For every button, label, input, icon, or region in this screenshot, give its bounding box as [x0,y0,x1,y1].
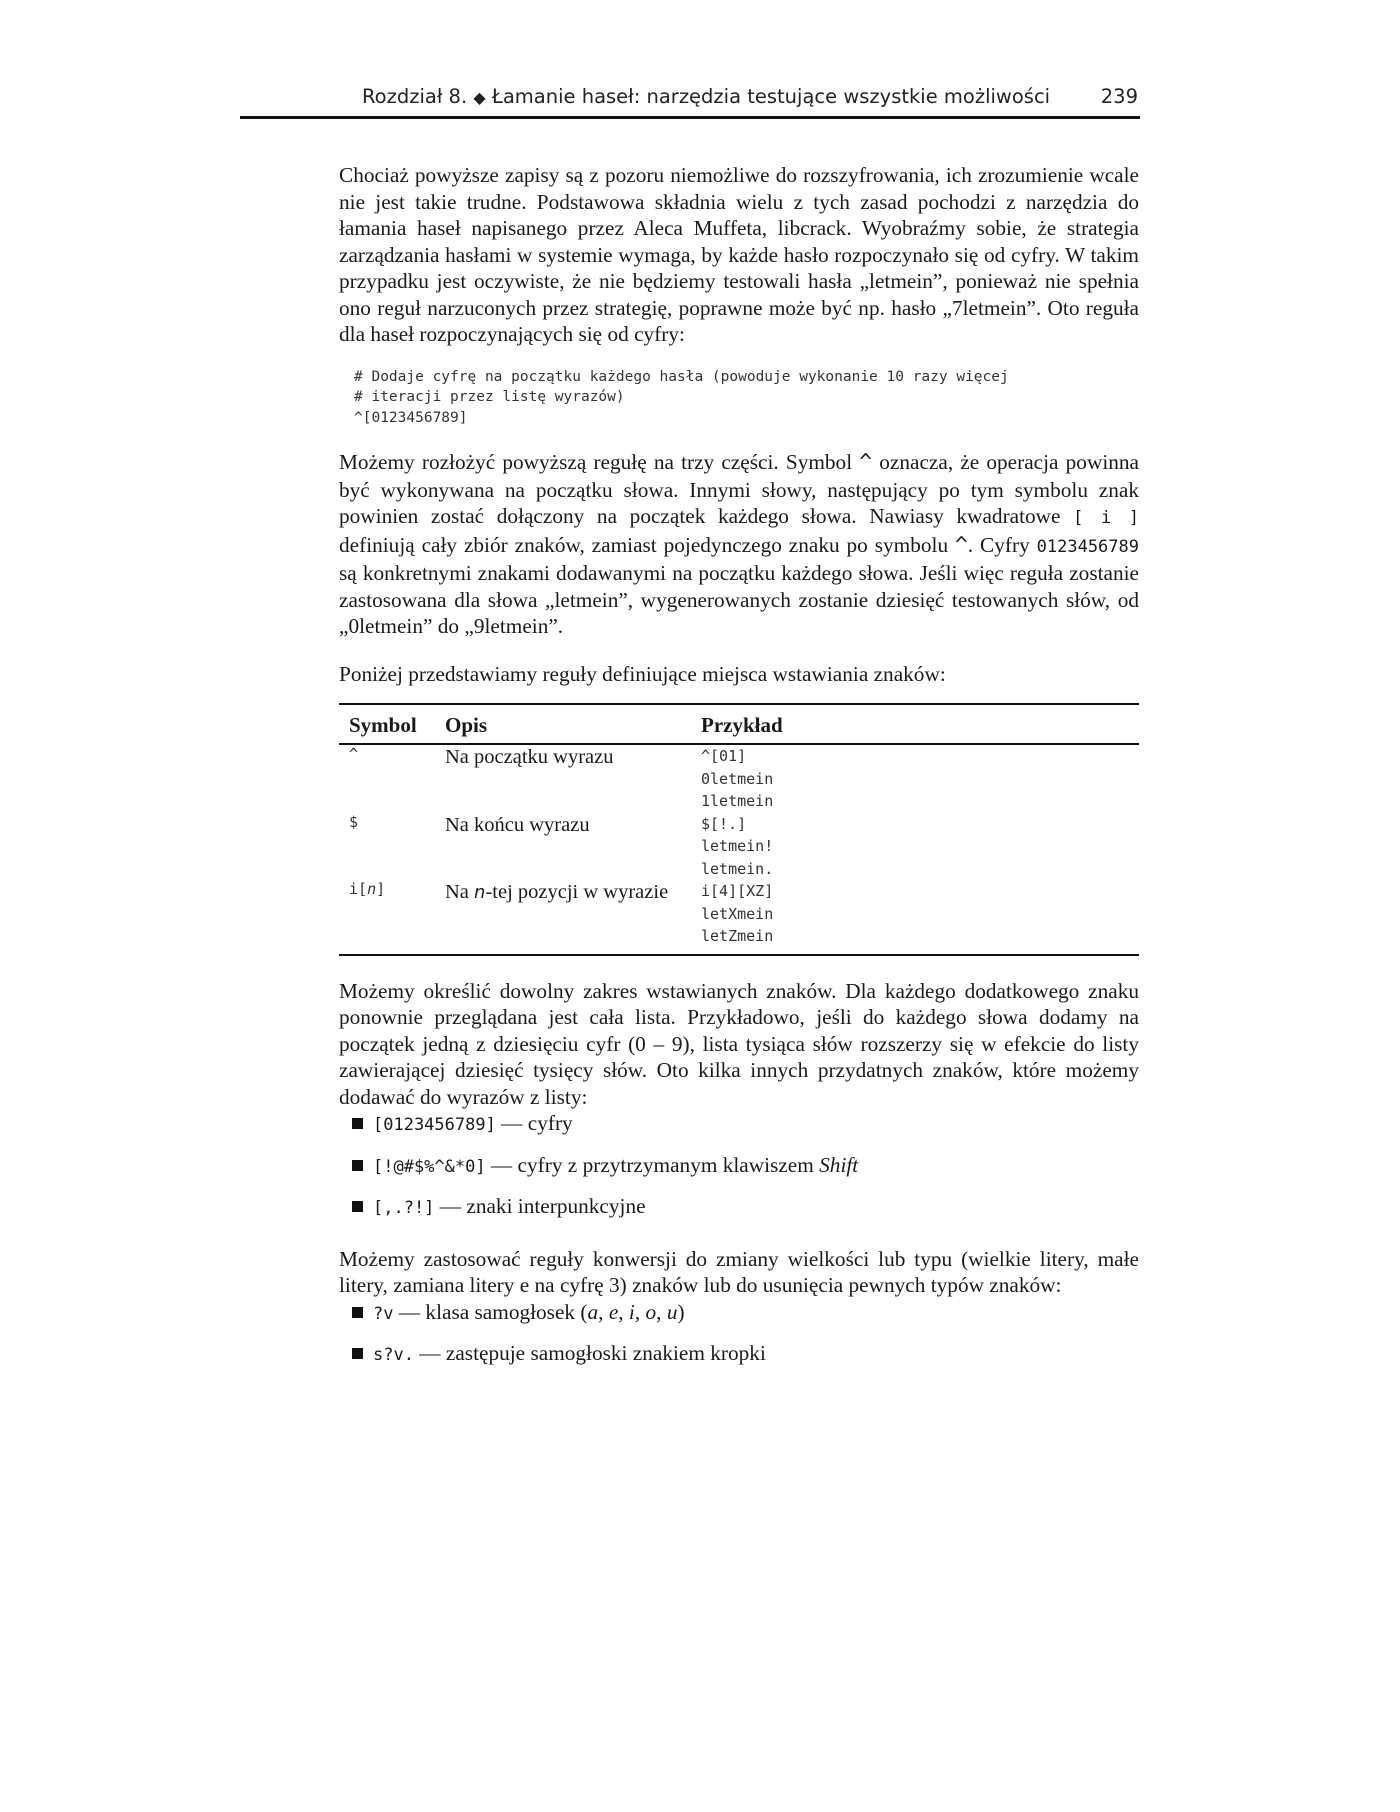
rule-examples [701,880,1139,955]
insertion-rules-table [339,703,1139,956]
explanation-paragraph [339,449,1139,640]
desc-part: Na [445,881,475,903]
code-block [354,367,1139,429]
inline-code: ^ [955,532,968,558]
example-line: i[4][XZ] [701,882,774,900]
range-paragraph: Możemy określić dowolny zakres wstawianych znaków. Dla każdego dodatkowego znaku ponownie przeglądana jest cała lista. Przykładowo, jeśli do każdego słowa dodamy na początek jedną z dziesięciu cyfr (0 – 9), lista tysiąca słów rozszerzy się w efekcie do listy zawierającej dziesięć tysięcy słów. Oto kilka innych przydatnych znaków, które możemy dodawać do wyrazów z listy: [339,978,1139,1109]
example-line: 1letmein [701,792,774,810]
list-item [339,1193,1139,1222]
item-text: — cyfry [495,1111,573,1135]
intro-paragraph: Chociaż powyższe zapisy są z pozoru niemożliwe do rozszyfrowania, ich zrozumienie wcale nie jest takie trudne. Podstawowa składnia wielu z tych zasad pochodzi z narzędzia do łamania haseł napisanego przez Aleca Muffeta, libcrack. Wyobraźmy sobie, że strategia zarządzania hasłami w systemie wymaga, by każde hasło rozpoczynało się od cyfry. W takim przypadku jest oczywiste, że nie będziemy testowali hasła „letmein”, ponieważ nie spełnia ono reguł narzuconych przez strategię, poprawne może być np. hasło „7letmein”. Oto reguła dla haseł rozpoczynających się od cyfry: [339,163,1139,346]
symbol-variable: n [367,880,377,898]
inline-code: ^ [859,450,873,475]
table-header-row [339,704,1139,744]
example-line: letXmein [701,904,774,923]
inline-code: 0123456789 [1036,536,1139,557]
inline-code: [0123456789] [373,1115,496,1135]
text-run: . Cyfry [967,532,1037,557]
list-item [339,1152,1139,1181]
desc-variable: n [474,882,486,903]
column-header-description: Opis [445,704,701,744]
vowel-separator: , [656,1299,667,1324]
chapter-heading [362,85,1050,108]
item-text: — zastępuje samogłoski znakiem kropki [413,1341,766,1365]
example-line: $[!.] [701,814,747,833]
desc-part: -tej pozycji w wyrazie [485,881,669,903]
table-row [339,880,1139,955]
square-bullet-icon [352,1307,363,1318]
running-header [240,80,1140,119]
item-text: — cyfry z przytrzymanym klawiszem [485,1152,820,1177]
rule-description: Na początku wyrazu [445,746,614,768]
vowel: e [608,1299,619,1324]
vowel-separator: , [598,1299,609,1324]
example-line: letmein. [701,859,774,878]
symbol-part: i[ [349,880,368,898]
text-run: definiują cały zbiór znaków, zamiast pojedynczego znaku po symbolu [339,532,955,557]
rule-symbol [349,880,385,898]
square-bullet-icon [352,1348,363,1359]
vowel-separator: , [618,1299,629,1324]
inline-code: s?v. [373,1345,414,1365]
example-line: letmein! [701,837,774,855]
square-bullet-icon [352,1160,363,1171]
table-intro-paragraph: Poniżej przedstawiamy reguły definiujące miejsca wstawiania znaków: [339,661,946,686]
item-text: — klasa samogłosek ( [393,1299,588,1324]
list-item [339,1299,1139,1328]
table-row [339,813,1139,881]
inline-code: [ i ] [1073,508,1139,528]
chapter-title: Łamanie haseł: narzędzia testujące wszystkie możliwości [491,85,1051,108]
text-run: oznacza, że operacja powinna być wykonywana na początku słowa. Innymi słowy, następujący po tym symbolu znak powinien zostać dołączony na początek każdego słowa. Nawiasy kwadratowe [339,450,1139,528]
example-line: letZmein [701,927,774,945]
column-header-symbol: Symbol [339,704,445,744]
rule-description: Na końcu wyrazu [445,813,590,836]
conversion-rule-list [339,1299,1139,1369]
inline-code: [,.?!] [373,1198,435,1218]
character-class-list [339,1110,1139,1222]
item-text: ) [677,1299,685,1324]
code-line: # Dodaje cyfrę na początku każdego hasła (powoduje wykonanie 10 razy więcej [354,368,1009,385]
rule-examples [701,813,1139,881]
vowel: o [645,1299,657,1324]
diamond-separator-icon: ◆ [473,88,486,107]
vowel-separator: , [634,1299,646,1324]
item-emphasis: Shift [819,1152,859,1177]
rule-description [445,881,668,903]
code-line: # iteracji przez listę wyrazów) [354,389,625,405]
page-body [339,162,1139,1369]
inline-code: ?v [373,1303,394,1324]
list-item [339,1340,1139,1369]
rule-symbol: ^ [349,745,359,763]
vowel: a [587,1299,599,1324]
text-run: są konkretnymi znakami dodawanymi na początku każdego słowa. Jeśli więc reguła zostanie zastosowana dla słowa „letmein”, wygenerowanych zostanie dziesięć testowanych słów, od „0letmein” do „9letmein”. [339,561,1139,638]
table-row [339,744,1139,813]
vowel: i [628,1299,635,1324]
square-bullet-icon [352,1118,363,1129]
list-item [339,1110,1139,1139]
inline-code: [!@#$%^&*0] [373,1156,486,1177]
rule-symbol: $ [349,812,359,831]
example-line: 0letmein [701,769,774,788]
example-line: ^[01] [701,747,747,765]
text-run: Możemy rozłożyć powyższą regułę na trzy części. Symbol [339,450,860,474]
square-bullet-icon [352,1201,363,1212]
chapter-number: Rozdział 8. [362,85,468,108]
symbol-part: ] [376,880,386,898]
vowel: u [666,1299,678,1324]
rule-examples [701,744,1139,813]
page-number: 239 [1100,85,1138,108]
conversion-paragraph: Możemy zastosować reguły konwersji do zmiany wielkości lub typu (wielkie litery, małe litery, zamiana litery e na cyfrę 3) znaków lub do usunięcia pewnych typów znaków: [339,1246,1139,1297]
item-text: — znaki interpunkcyjne [434,1194,646,1218]
code-line: ^[0123456789] [354,409,468,426]
column-header-example: Przykład [701,704,1139,744]
